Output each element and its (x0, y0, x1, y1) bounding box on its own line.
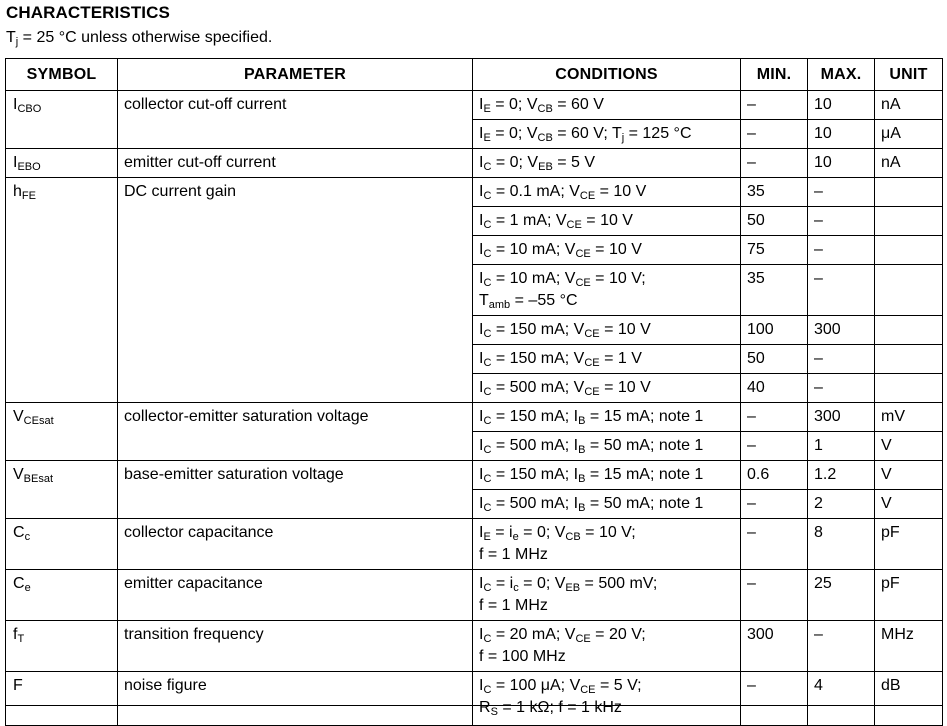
subscript: CE (579, 190, 596, 202)
subscript: CE (584, 357, 600, 369)
min-cell: 40 (741, 374, 808, 403)
conditions-cell: $I_C = 10$ mA; $V_{CE} = 10$ V (473, 236, 741, 265)
max-cell: – (808, 345, 875, 374)
subscript: CE (584, 328, 600, 340)
table-row (6, 403, 943, 432)
symbol-cell (6, 672, 118, 726)
subscript: C (483, 248, 492, 260)
conditions-cell: $I_C = 100$ μA; $V_{CE} = 5$ V; $R_S = 1$ kΩ; f = 1 kHz (473, 672, 741, 726)
min-cell: – (741, 91, 808, 120)
parameter-cell: base-emitter saturation voltage (118, 461, 473, 519)
max-cell: – (808, 621, 875, 672)
parameter-cell: noise figure (118, 672, 473, 726)
min-cell: – (741, 432, 808, 461)
min-cell: – (741, 120, 808, 149)
min-cell: 50 (741, 207, 808, 236)
min-cell: – (741, 490, 808, 519)
subscript: C (483, 219, 492, 231)
subscript: CB (537, 103, 553, 115)
unit-cell: dB (875, 672, 943, 726)
symbol-cell (6, 178, 118, 403)
symbol-subscript: BEsat (23, 473, 54, 485)
subscript: B (578, 473, 586, 485)
subscript: E (483, 531, 491, 543)
unit-cell: nA (875, 149, 943, 178)
max-cell: 10 (808, 149, 875, 178)
unit-cell: V (875, 461, 943, 490)
conditions-cell: $I_C = 150$ mA; $I_B = 15$ mA; note 1 (473, 403, 741, 432)
col-header-symbol: SYMBOL (6, 59, 118, 91)
symbol-main: F (13, 677, 23, 694)
conditions-cell: $I_C = 150$ mA; $V_{CE} = 1$ V (473, 345, 741, 374)
conditions-cell: $I_C = 150$ mA; $V_{CE} = 10$ V (473, 316, 741, 345)
subscript: C (483, 444, 492, 456)
table-row (6, 621, 943, 672)
table-row (6, 461, 943, 490)
min-cell: 75 (741, 236, 808, 265)
min-cell: – (741, 672, 808, 726)
symbol-cell (6, 519, 118, 570)
symbol-main: C (13, 575, 25, 592)
unit-cell: nA (875, 91, 943, 120)
section-subtitle (6, 29, 272, 47)
symbol-cell (6, 621, 118, 672)
subscript: C (483, 633, 492, 645)
subscript: C (483, 277, 492, 289)
subscript: C (483, 502, 492, 514)
max-cell: – (808, 374, 875, 403)
parameter-cell: emitter cut-off current (118, 149, 473, 178)
subscript: C (483, 684, 492, 696)
max-cell: 300 (808, 403, 875, 432)
unit-cell (875, 374, 943, 403)
unit-cell: MHz (875, 621, 943, 672)
subscript: C (483, 415, 492, 427)
conditions-cell: $I_C = 150$ mA; $I_B = 15$ mA; note 1 (473, 461, 741, 490)
subscript: CE (575, 277, 591, 289)
conditions-cell: $I_C = 500$ mA; $I_B = 50$ mA; note 1 (473, 490, 741, 519)
conditions-cell: $I_C = 0$; $V_{EB} = 5$ V (473, 149, 741, 178)
subscript: C (483, 386, 492, 398)
symbol-main: I (13, 96, 18, 113)
subscript: CE (580, 684, 596, 696)
table-row (6, 570, 943, 621)
table-header-row (6, 59, 943, 91)
col-header-unit: UNIT (875, 59, 943, 91)
subscript: C (483, 473, 492, 485)
symbol-main: V (13, 466, 24, 483)
symbol-subscript: FE (21, 190, 36, 202)
conditions-cell: $I_C = 500$ mA; $I_B = 50$ mA; note 1 (473, 432, 741, 461)
subscript: j (621, 132, 625, 144)
subscript: e (512, 531, 519, 543)
max-cell: 2 (808, 490, 875, 519)
symbol-cell (6, 403, 118, 461)
unit-cell (875, 236, 943, 265)
conditions-cell: $I_E = 0$; $V_{CB} = 60$ V; $T_j = 125$ °C (473, 120, 741, 149)
subscript: amb (488, 299, 511, 311)
subscript: c (513, 582, 519, 594)
symbol-cell (6, 149, 118, 178)
min-cell: 35 (741, 178, 808, 207)
unit-cell (875, 265, 943, 316)
subscript: C (483, 357, 492, 369)
symbol-cell (6, 91, 118, 149)
max-cell: – (808, 207, 875, 236)
section-heading: CHARACTERISTICS (6, 3, 170, 22)
subscript: EB (538, 161, 553, 173)
parameter-cell: collector-emitter saturation voltage (118, 403, 473, 461)
conditions-cell: $I_E = i_e = 0$; $V_{CB} = 10$ V; f = 1 MHz (473, 519, 741, 570)
unit-cell (875, 316, 943, 345)
max-cell: – (808, 178, 875, 207)
subscript: E (483, 132, 491, 144)
col-header-conditions: CONDITIONS (473, 59, 741, 91)
symbol-main: C (13, 524, 25, 541)
min-cell: 50 (741, 345, 808, 374)
max-cell: 10 (808, 120, 875, 149)
subscript: C (483, 582, 492, 594)
symbol-subscript: c (24, 531, 31, 543)
table-row (6, 91, 943, 120)
conditions-cell: $I_C = 0.1$ mA; $V_{CE} = 10$ V (473, 178, 741, 207)
parameter-cell: DC current gain (118, 178, 473, 403)
parameter-cell: collector capacitance (118, 519, 473, 570)
conditions-cell: $I_C = 500$ mA; $V_{CE} = 10$ V (473, 374, 741, 403)
max-cell: 1.2 (808, 461, 875, 490)
subscript: EB (565, 582, 581, 594)
table-row (6, 149, 943, 178)
max-cell: – (808, 265, 875, 316)
subtitle-suffix: = 25 °C unless otherwise specified. (18, 29, 273, 46)
parameter-cell: transition frequency (118, 621, 473, 672)
max-cell: 8 (808, 519, 875, 570)
unit-cell: V (875, 432, 943, 461)
unit-cell: pF (875, 519, 943, 570)
col-header-max: MAX. (808, 59, 875, 91)
unit-cell (875, 345, 943, 374)
subscript: CE (566, 219, 582, 231)
min-cell: – (741, 519, 808, 570)
parameter-cell: collector cut-off current (118, 91, 473, 149)
table-end-rule (5, 705, 942, 706)
characteristics-table (5, 58, 943, 726)
max-cell: 25 (808, 570, 875, 621)
subscript: CB (537, 132, 553, 144)
max-cell: 300 (808, 316, 875, 345)
unit-cell: pF (875, 570, 943, 621)
table-row (6, 178, 943, 207)
unit-cell (875, 207, 943, 236)
max-cell: – (808, 236, 875, 265)
min-cell: – (741, 570, 808, 621)
symbol-main: V (13, 408, 24, 425)
table-body (6, 91, 943, 726)
symbol-main: f (13, 626, 18, 643)
symbol-cell (6, 570, 118, 621)
max-cell: 1 (808, 432, 875, 461)
unit-cell: V (875, 490, 943, 519)
unit-cell (875, 178, 943, 207)
symbol-main: h (13, 183, 22, 200)
symbol-main: I (13, 154, 18, 171)
subscript: CE (584, 386, 600, 398)
symbol-subscript: CBO (17, 103, 42, 115)
unit-cell: mV (875, 403, 943, 432)
subscript: CE (575, 248, 591, 260)
subscript: B (578, 415, 586, 427)
subscript: B (578, 444, 586, 456)
min-cell: – (741, 149, 808, 178)
subscript: S (490, 706, 498, 718)
table-row (6, 672, 943, 726)
parameter-cell: emitter capacitance (118, 570, 473, 621)
subscript: C (483, 161, 492, 173)
conditions-cell: $I_E = 0$; $V_{CB} = 60$ V (473, 91, 741, 120)
subscript: CE (575, 633, 591, 645)
min-cell: 0.6 (741, 461, 808, 490)
conditions-cell: $I_C = 10$ mA; $V_{CE} = 10$ V; $T_{amb} = -55$ °C (473, 265, 741, 316)
symbol-subscript: T (17, 633, 25, 645)
subscript: C (483, 190, 492, 202)
symbol-subscript: EBO (17, 161, 41, 173)
table-row (6, 519, 943, 570)
subscript: C (483, 328, 492, 340)
min-cell: – (741, 403, 808, 432)
subscript: E (483, 103, 491, 115)
subscript: B (578, 502, 586, 514)
symbol-subscript: e (24, 582, 31, 594)
min-cell: 300 (741, 621, 808, 672)
conditions-cell: $I_C = 1$ mA; $V_{CE} = 10$ V (473, 207, 741, 236)
subscript: CB (565, 531, 581, 543)
col-header-parameter: PARAMETER (118, 59, 473, 91)
min-cell: 35 (741, 265, 808, 316)
unit-cell: μA (875, 120, 943, 149)
col-header-min: MIN. (741, 59, 808, 91)
symbol-cell (6, 461, 118, 519)
conditions-cell: $I_C = 20$ mA; $V_{CE} = 20$ V; f = 100 MHz (473, 621, 741, 672)
max-cell: 4 (808, 672, 875, 726)
max-cell: 10 (808, 91, 875, 120)
subtitle-prefix: T (6, 29, 16, 46)
conditions-cell: $I_C = i_c = 0$; $V_{EB} = 500$ mV; f = 1 MHz (473, 570, 741, 621)
min-cell: 100 (741, 316, 808, 345)
symbol-subscript: CEsat (23, 415, 54, 427)
subtitle-subscript: j (15, 36, 19, 48)
